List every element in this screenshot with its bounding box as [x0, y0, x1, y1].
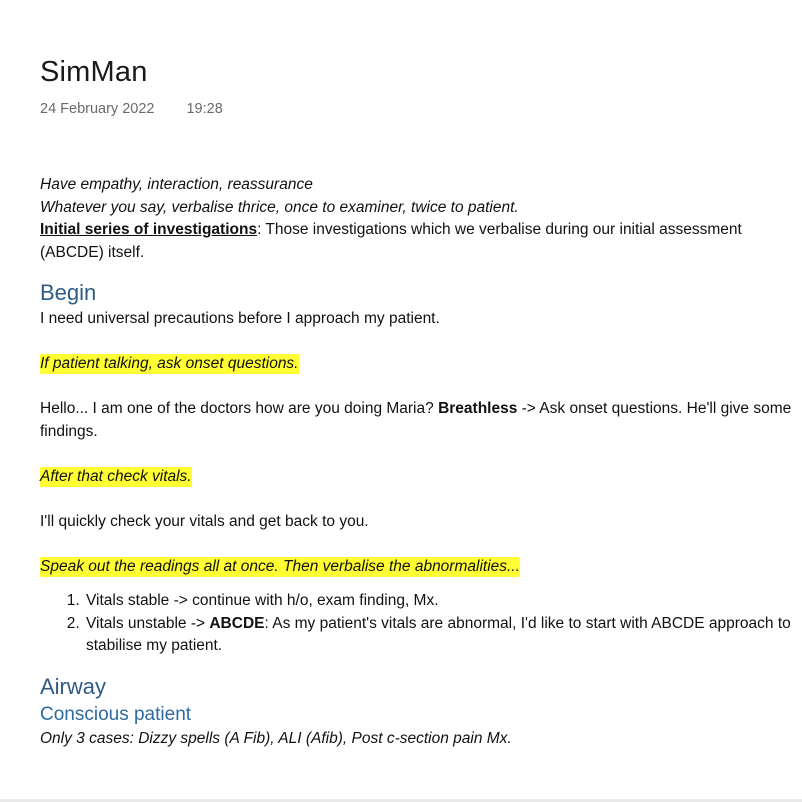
- heading-airway: Airway: [40, 673, 107, 699]
- note-title[interactable]: SimMan: [40, 56, 148, 88]
- highlight-readings: [40, 556, 802, 579]
- intro-line-empathy: Have empathy, interaction, reassurance: [40, 176, 313, 193]
- hello-line: [40, 398, 802, 443]
- hello-bold: Breathless: [438, 400, 518, 417]
- list-item: [84, 613, 802, 658]
- list-item: [84, 590, 802, 613]
- highlight-vitals: [40, 466, 802, 489]
- highlight-vitals-text: After that check vitals.: [40, 467, 192, 485]
- step-text-a: Vitals stable -> continue with h/o, exam finding, Mx.: [86, 592, 439, 609]
- intro-line-verbalise: Whatever you say, verbalise thrice, once to examiner, twice to patient.: [40, 198, 519, 216]
- subheading-conscious-patient: Conscious patient: [40, 703, 192, 725]
- note-body[interactable]: [40, 174, 802, 750]
- step-text-b: : As my patient's vitals are abnormal, I'd like to start with ABCDE approach to stabilise my patient.: [86, 614, 791, 654]
- cases-line: Only 3 cases: Dizzy spells (A Fib), ALI (Afib), Post c-section pain Mx.: [40, 729, 512, 747]
- note-time: 19:28: [186, 101, 223, 117]
- highlight-readings-text: Speak out the readings all at once. Then verbalise the abnormalities...: [40, 557, 520, 575]
- hello-text-b: -> Ask onset questions. He'll give some findings.: [40, 400, 792, 440]
- heading-begin: Begin: [40, 280, 97, 305]
- vitals-line: I'll quickly check your vitals and get back to you.: [40, 512, 369, 530]
- note-timestamp: [40, 101, 223, 117]
- investigations-label: Initial series of investigations: [40, 221, 258, 238]
- highlight-onset-text: If patient talking, ask onset questions.: [40, 355, 299, 372]
- vitals-steps-list: [40, 590, 802, 658]
- hello-text-a: Hello... I am one of the doctors how are you doing Maria?: [40, 400, 439, 417]
- precautions-line: I need universal precautions before I approach my patient.: [40, 310, 440, 327]
- highlight-onset: [40, 353, 802, 376]
- intro-investigations: [40, 219, 802, 264]
- note-date: 24 February 2022: [40, 101, 155, 117]
- step-bold: ABCDE: [209, 614, 265, 632]
- investigations-text: : Those investigations which we verbalise during our initial assessment (ABCDE) itself.: [40, 221, 742, 261]
- step-text-a: Vitals unstable ->: [86, 614, 210, 632]
